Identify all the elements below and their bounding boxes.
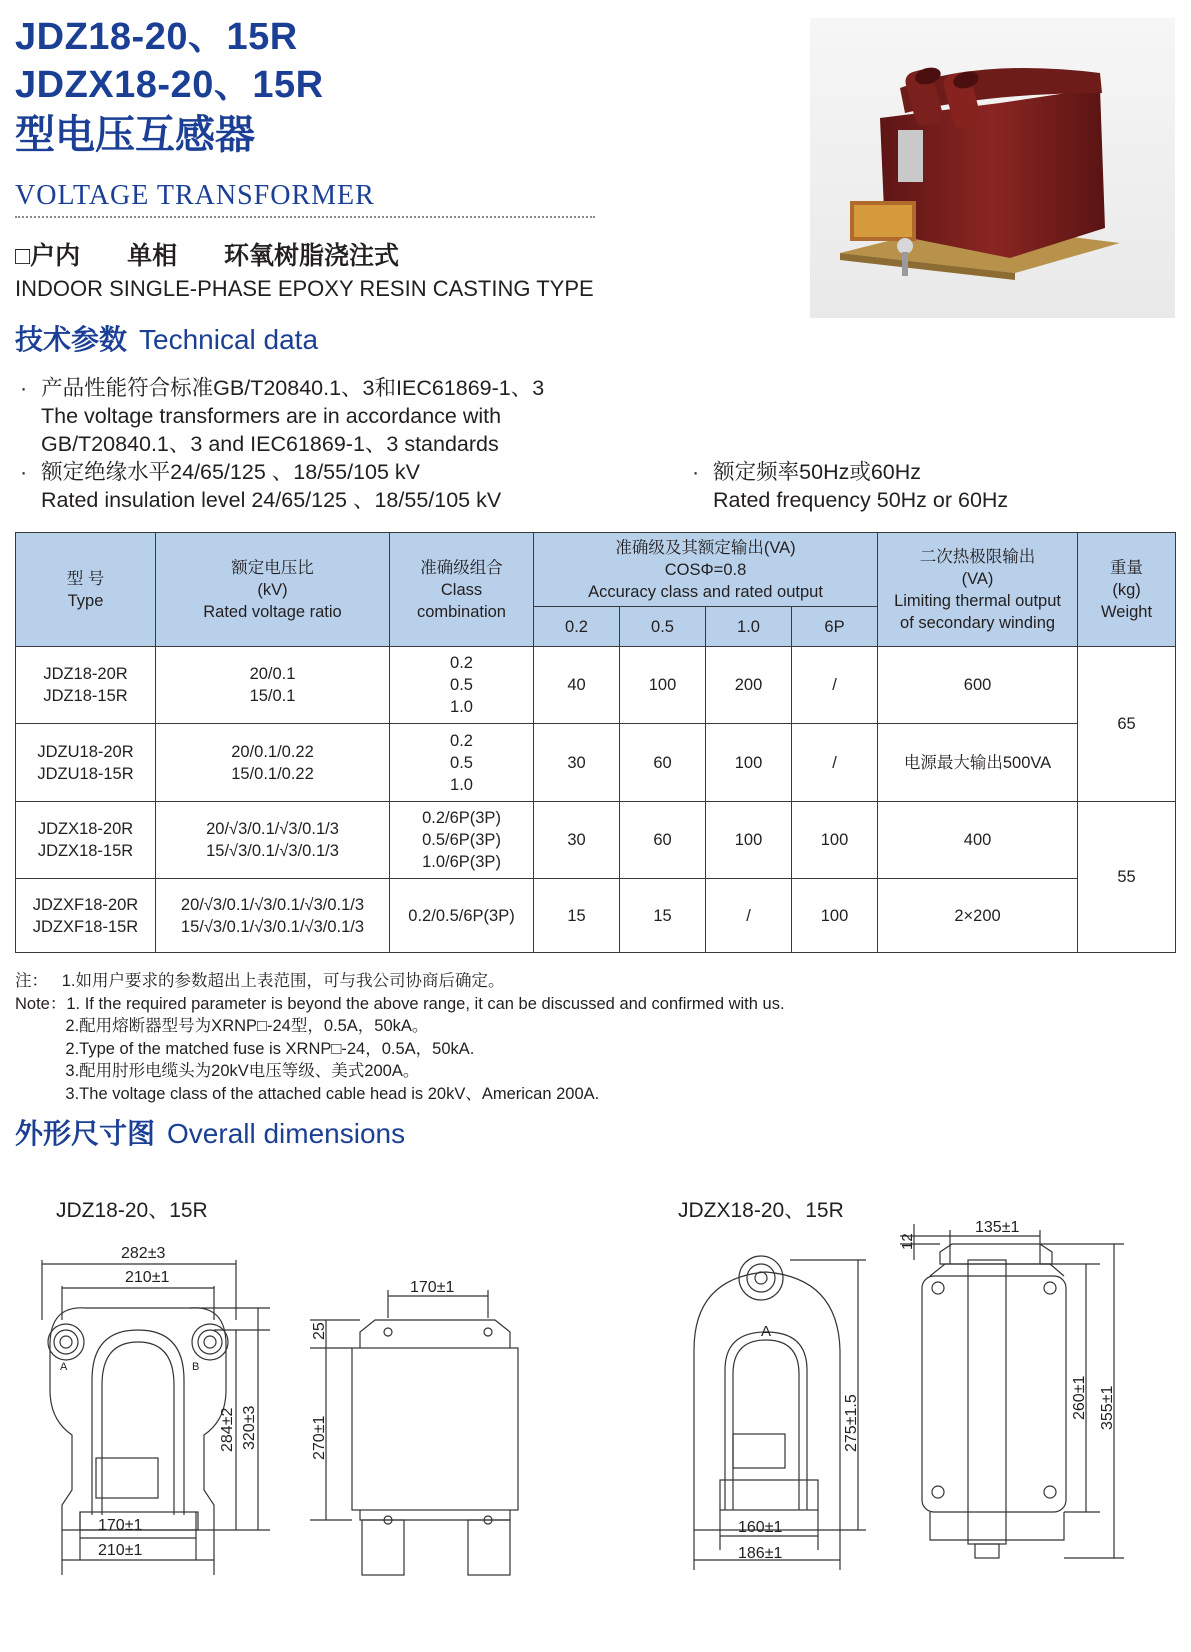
bullet-3-en: Rated frequency 50Hz or 60Hz: [713, 488, 1009, 512]
bullet-mark: ·: [692, 460, 700, 484]
dim-d3-b1: 160±1: [738, 1519, 783, 1536]
dimensions-heading: [15, 1112, 405, 1152]
header-acc-10: 1.0: [706, 607, 792, 647]
cell-type: JDZX18-20R JDZX18-15R: [16, 802, 156, 879]
header-accuracy: 准确级及其额定输出(VA) COSΦ=0.8 Accuracy class and rated output: [534, 533, 878, 607]
note-line: 3.配用肘形电缆头为20kV电压等级、美式200A。: [15, 1062, 420, 1080]
dim-label-left: JDZ18-20、15R: [56, 1199, 208, 1222]
table-row: [16, 802, 1176, 879]
cell-type: JDZXF18-20R JDZXF18-15R: [16, 879, 156, 953]
dim-d4-w: 135±1: [975, 1220, 1020, 1236]
cell-limit: 400: [878, 802, 1078, 879]
cell-type: JDZ18-20R JDZ18-15R: [16, 647, 156, 724]
dim-d1-a: A: [60, 1361, 68, 1373]
bullet-mark: ·: [20, 376, 28, 400]
cell-v05: 60: [620, 724, 706, 802]
product-title-en: VOLTAGE TRANSFORMER: [15, 180, 375, 211]
dim-d1-b2: 210±1: [98, 1542, 143, 1559]
cell-v10: /: [706, 879, 792, 953]
cell-class: 0.2 0.5 1.0: [390, 724, 534, 802]
header-limit: 二次热极限输出 (VA) Limiting thermal output of secondary winding: [878, 533, 1078, 647]
type-indoor: □户内: [15, 242, 81, 270]
technical-data-heading: [15, 318, 318, 358]
type-en-line: INDOOR SINGLE-PHASE EPOXY RESIN CASTING TYPE: [15, 276, 594, 301]
cell-v05: 15: [620, 879, 706, 953]
bullet-3: [692, 458, 921, 486]
header-acc-6p: 6P: [792, 607, 878, 647]
table-row: [16, 647, 1176, 724]
dim-d1-w1: 282±3: [121, 1245, 166, 1262]
note-line: 2.配用熔断器型号为XRNP□-24型，0.5A，50kA。: [15, 1017, 429, 1035]
cell-v6p: /: [792, 647, 878, 724]
dim-d4-h1: 260±1: [1071, 1375, 1088, 1420]
cell-limit: 2×200: [878, 879, 1078, 953]
dim-d1-w2: 210±1: [125, 1269, 170, 1286]
technical-heading-cn: 技术参数: [15, 324, 128, 355]
cell-weight: 65: [1078, 647, 1176, 802]
cell-v05: 60: [620, 802, 706, 879]
cell-ratio: 20/√3/0.1/√3/0.1/3 15/√3/0.1/√3/0.1/3: [156, 802, 390, 879]
dim-d4-h2: 355±1: [1099, 1385, 1116, 1430]
dotted-divider: [15, 216, 595, 218]
note-line: Note：1. If the required parameter is beyond the above range, it can be discussed and confirmed with us.: [15, 994, 785, 1013]
model-title-line-2: JDZX18-20、15R: [15, 64, 324, 106]
bullet-2: [20, 458, 420, 486]
dim-d2-h: 270±1: [311, 1415, 328, 1460]
cell-class: 0.2/6P(3P) 0.5/6P(3P) 1.0/6P(3P): [390, 802, 534, 879]
table-row: [16, 879, 1176, 953]
cell-v6p: 100: [792, 879, 878, 953]
type-cn-line: [15, 236, 439, 272]
cell-v6p: /: [792, 724, 878, 802]
cell-weight: 55: [1078, 802, 1176, 953]
dim-d2-w: 170±1: [410, 1279, 455, 1296]
cell-limit: 600: [878, 647, 1078, 724]
note-line: 3.The voltage class of the attached cable head is 20kV、American 200A.: [15, 1084, 600, 1103]
bullet-1: [20, 374, 544, 402]
dim-d3-a: A: [761, 1323, 772, 1340]
dim-d2-t: 25: [311, 1322, 328, 1340]
type-epoxy-cast: 环氧树脂浇注式: [224, 242, 400, 270]
header-ratio: 额定电压比 (kV) Rated voltage ratio: [156, 533, 390, 647]
dim-d1-h2: 320±3: [241, 1405, 258, 1450]
product-title-cn: 型电压互感器: [15, 113, 255, 157]
notes-block: [15, 970, 785, 1105]
bullet-1-cn: 产品性能符合标准GB/T20840.1、3和IEC61869-1、3: [41, 376, 545, 400]
cell-v10: 100: [706, 802, 792, 879]
cell-type: JDZU18-20R JDZU18-15R: [16, 724, 156, 802]
cell-ratio: 20/0.1 15/0.1: [156, 647, 390, 724]
bullet-1-en-2: GB/T20840.1、3 and IEC61869-1、3 standards: [41, 432, 499, 456]
dimension-drawings: [0, 1220, 1191, 1620]
drawing-side-jdz: [310, 1290, 518, 1575]
dim-label-right: JDZX18-20、15R: [678, 1199, 844, 1222]
product-photo: [810, 18, 1175, 318]
cell-v02: 30: [534, 724, 620, 802]
cell-v10: 100: [706, 724, 792, 802]
type-single-phase: 单相: [127, 242, 178, 270]
bullet-3-cn: 额定频率50Hz或60Hz: [713, 460, 922, 484]
dim-d3-b2: 186±1: [738, 1545, 783, 1562]
cell-ratio: 20/0.1/0.22 15/0.1/0.22: [156, 724, 390, 802]
header-acc-02: 0.2: [534, 607, 620, 647]
bullet-2-en: Rated insulation level 24/65/125 、18/55/105 kV: [41, 488, 502, 512]
dimensions-heading-cn: 外形尺寸图: [15, 1118, 156, 1149]
cell-v02: 15: [534, 879, 620, 953]
drawing-side-jdzx: [900, 1224, 1124, 1558]
note-line: 2.Type of the matched fuse is XRNP□-24，0.5A，50kA.: [15, 1039, 475, 1058]
dim-d1-b1: 170±1: [98, 1517, 143, 1534]
note-line: 注： 1.如用户要求的参数超出上表范围，可与我公司协商后确定。: [15, 972, 505, 990]
technical-heading-en: Technical data: [139, 324, 319, 355]
bullet-2-cn: 额定绝缘水平24/65/125 、18/55/105 kV: [41, 460, 420, 484]
model-title-line-1: JDZ18-20、15R: [15, 16, 298, 58]
header-weight: 重量 (kg) Weight: [1078, 533, 1176, 647]
cell-limit: 电源最大输出500VA: [878, 724, 1078, 802]
bullet-mark: ·: [20, 460, 28, 484]
cell-v02: 30: [534, 802, 620, 879]
cell-v10: 200: [706, 647, 792, 724]
cell-v6p: 100: [792, 802, 878, 879]
cell-class: 0.2 0.5 1.0: [390, 647, 534, 724]
dim-d3-h: 275±1.5: [843, 1394, 860, 1452]
dim-d1-h1: 284±2: [219, 1407, 236, 1452]
header-acc-05: 0.5: [620, 607, 706, 647]
cell-class: 0.2/0.5/6P(3P): [390, 879, 534, 953]
dimensions-heading-en: Overall dimensions: [167, 1118, 406, 1149]
table-row: [16, 724, 1176, 802]
header-type: 型 号 Type: [16, 533, 156, 647]
dim-d1-b: B: [192, 1361, 200, 1373]
dim-d4-t: 12: [899, 1233, 916, 1250]
spec-table: [15, 532, 1176, 953]
cell-v05: 100: [620, 647, 706, 724]
header-class: 准确级组合 Class combination: [390, 533, 534, 647]
cell-v02: 40: [534, 647, 620, 724]
cell-ratio: 20/√3/0.1/√3/0.1/√3/0.1/3 15/√3/0.1/√3/0.1/√3/0.1/3: [156, 879, 390, 953]
bullet-1-en-1: The voltage transformers are in accordance with: [41, 404, 502, 428]
